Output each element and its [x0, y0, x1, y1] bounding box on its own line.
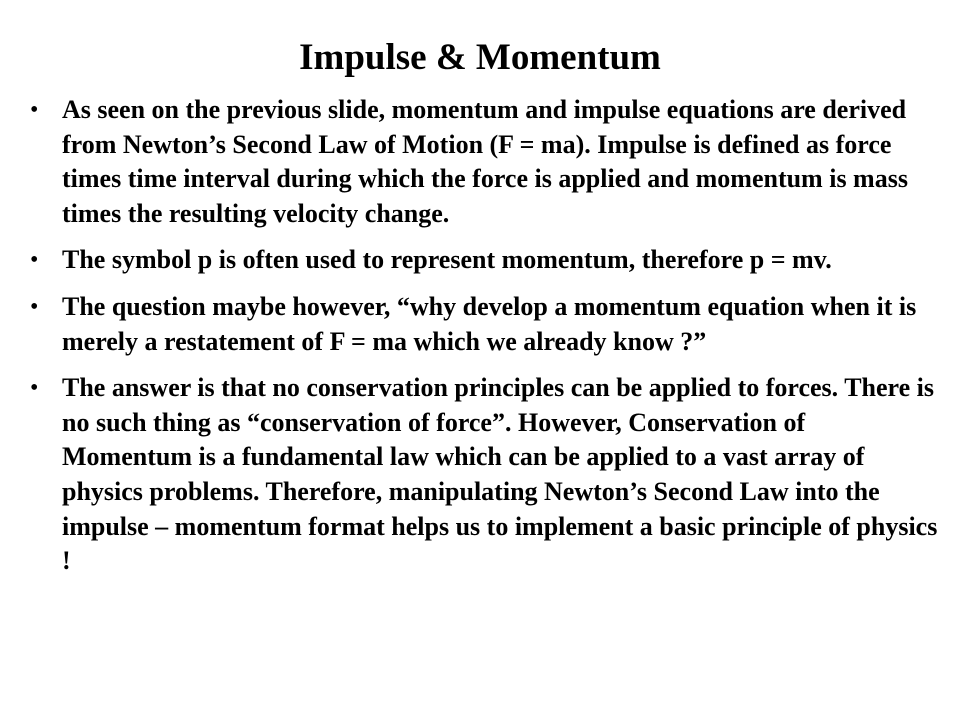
bullet-item-4 — [24, 371, 940, 579]
bullet-dot-icon: • — [30, 97, 39, 123]
bullet-item-3 — [24, 290, 940, 359]
bullet-item-1 — [24, 93, 940, 231]
bullet-text-4: The answer is that no conservation principles can be applied to forces. There is no such thing as “conservation of force”. However, Conservation of Momentum is a fundamental law which can be applied to a vast array of physics problems. Therefore, manipulating Newton’s Second Law into the impulse – momentum format helps us to implement a basic principle of physics ! — [62, 373, 938, 576]
bullet-list — [24, 93, 940, 591]
bullet-dot-icon: • — [30, 247, 39, 274]
bullet-text-2: The symbol p is often used to represent momentum, therefore p = mv. — [62, 245, 832, 275]
slide-title: Impulse & Momentum — [299, 37, 661, 78]
bullet-text-3: The question maybe however, “why develop a momentum equation when it is merely a restatement of F = ma which we already know ?” — [62, 291, 917, 356]
bullet-dot-icon: • — [30, 375, 39, 402]
bullet-item-2 — [24, 243, 940, 278]
bullet-text-1: As seen on the previous slide, momentum and impulse equations are derived from Newton’s Second Law of Motion (F = ma). Impulse is defined as force times time interval during which the force is applied and momentum is mass times the resulting velocity change. — [62, 95, 908, 228]
bullet-dot-icon: • — [30, 293, 39, 320]
